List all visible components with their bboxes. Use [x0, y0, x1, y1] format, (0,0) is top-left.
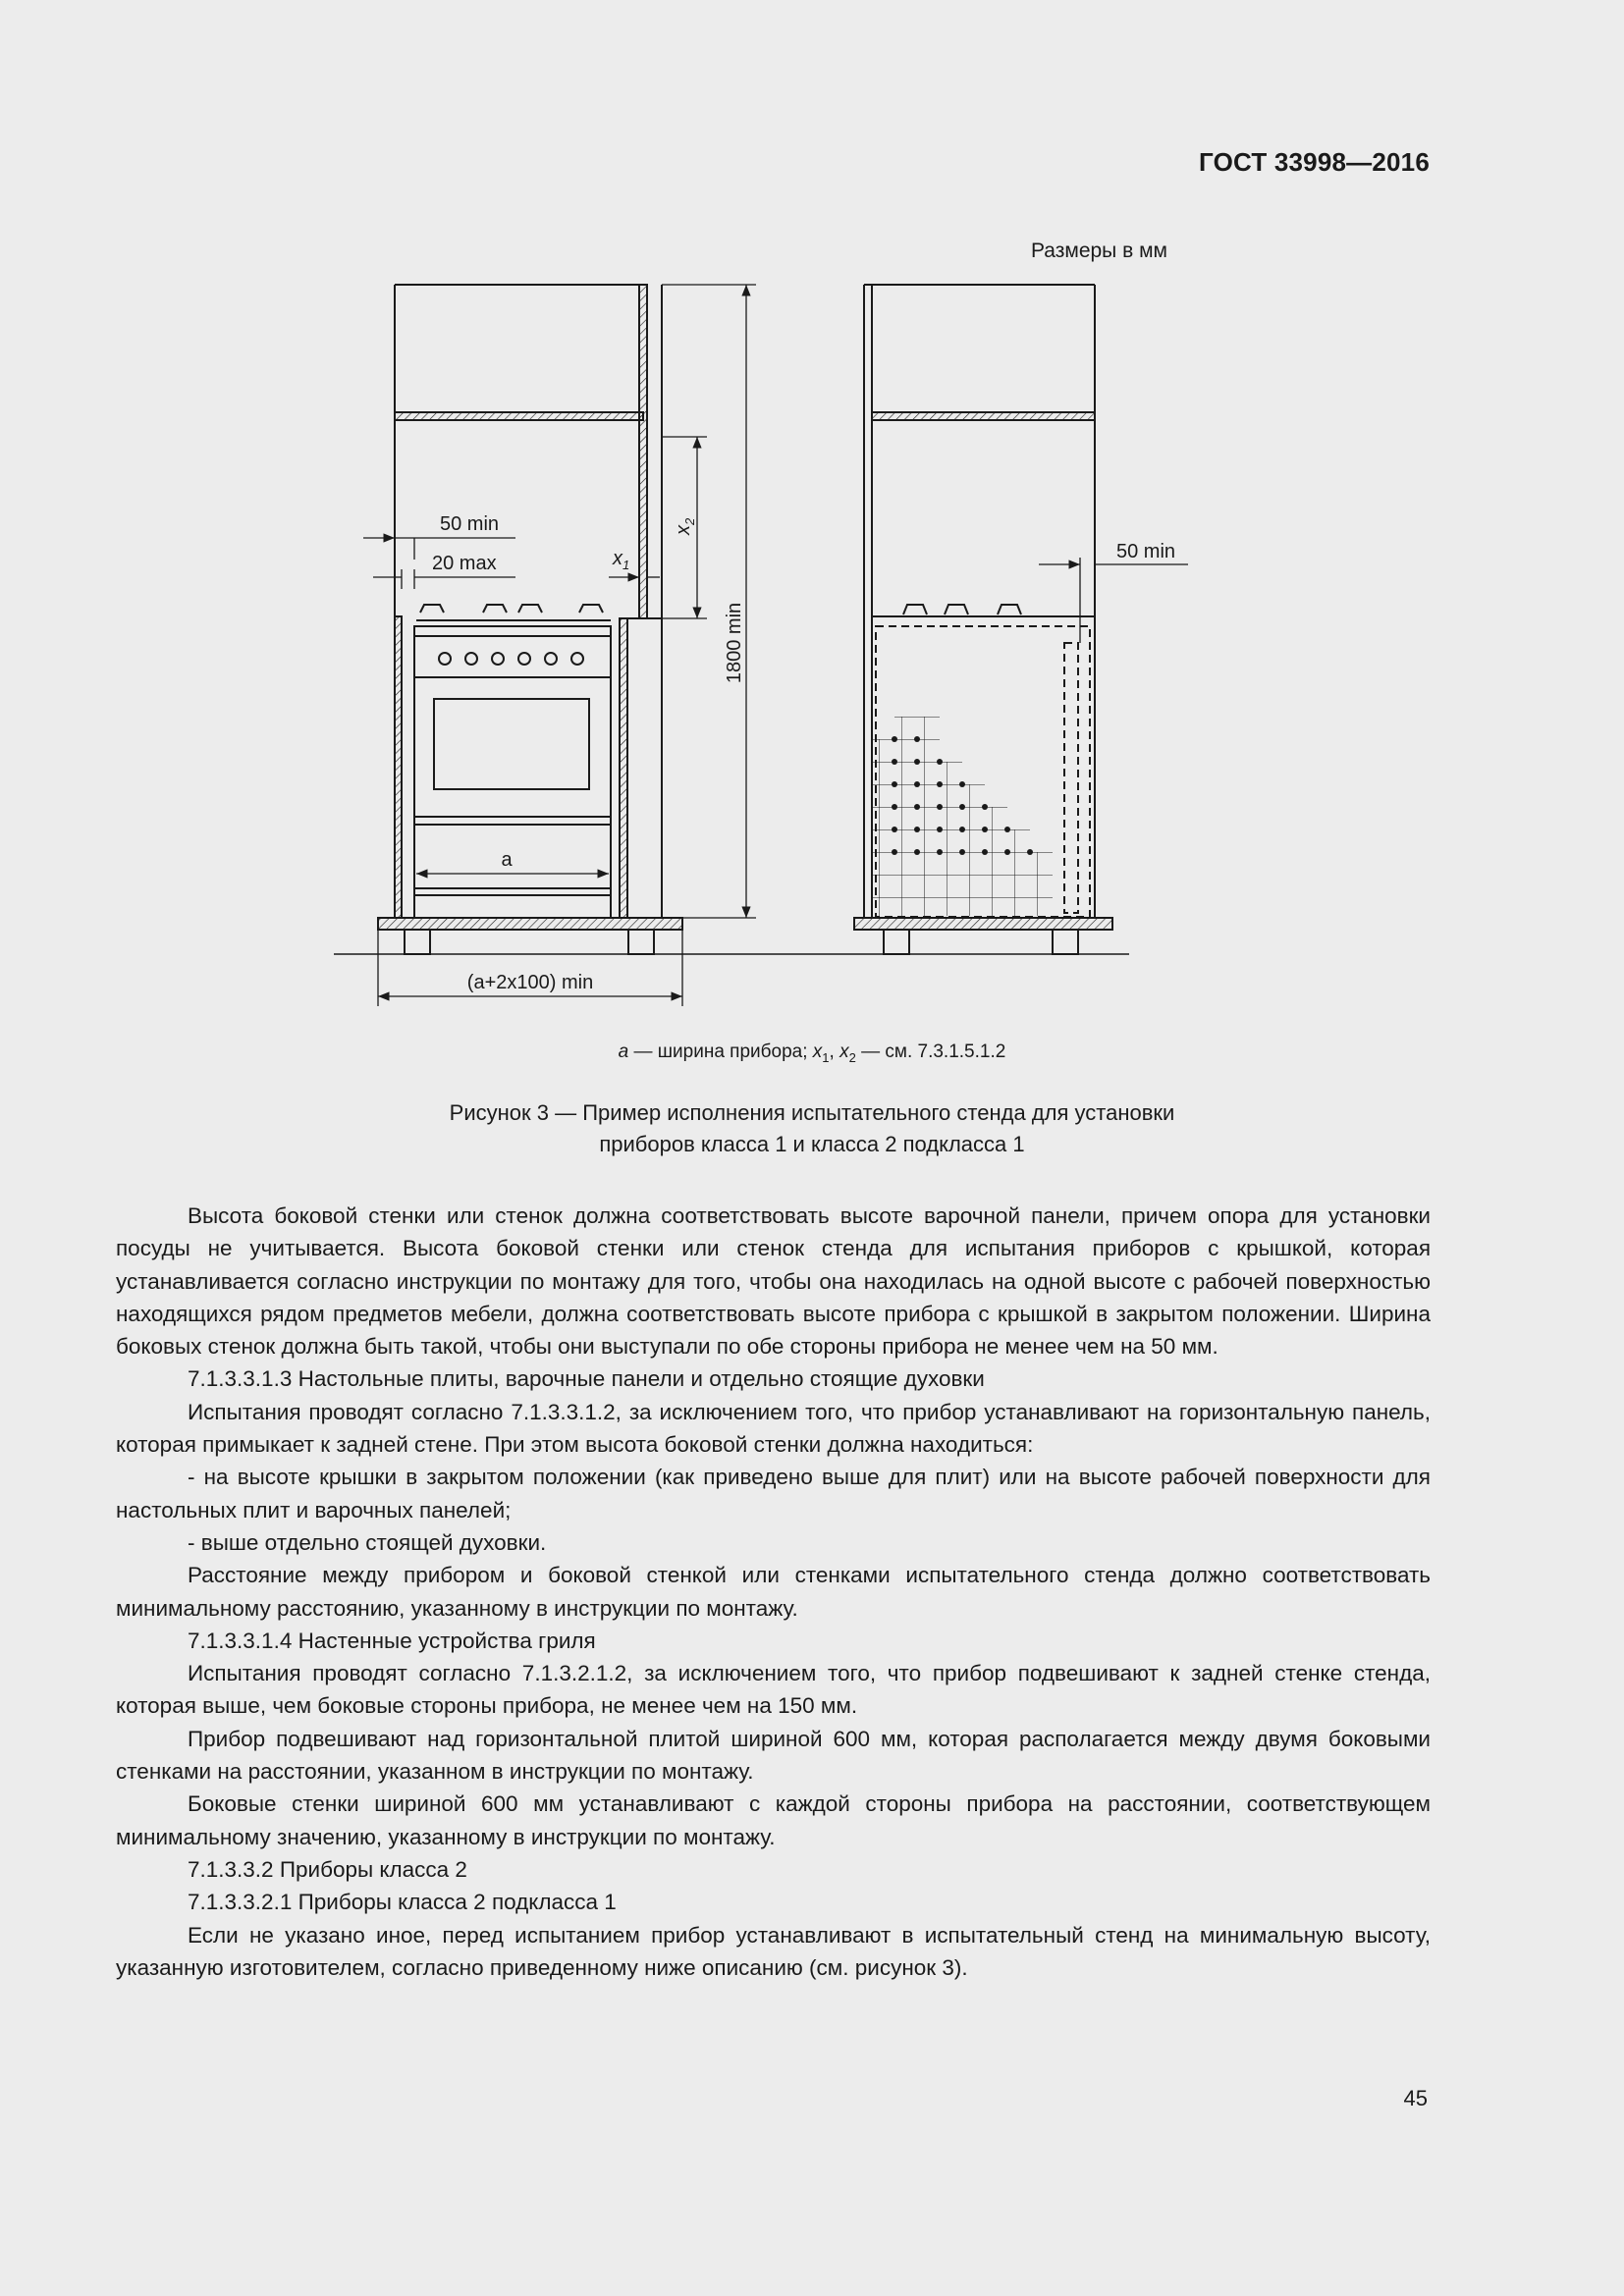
left-stand: [378, 285, 682, 954]
dim-label-20max: 20 max: [432, 553, 497, 574]
paragraph: Прибор подвешивают над горизонтальной плитой шириной 600 мм, которая располагается между двумя боковыми стенками на расстоянии, указанном в инструкции по монтажу.: [116, 1726, 1431, 1785]
section-heading: 7.1.3.3.2 Приборы класса 2: [188, 1856, 467, 1882]
paragraph: Расстояние между прибором и боковой стенкой или стенками испытательного стенда должно соответствовать минимальному расстоянию, указанному в инструкции по монтажу.: [116, 1563, 1431, 1621]
dim-label-x2: $x_2$: [673, 517, 697, 535]
paragraph: Испытания проводят согласно 7.1.3.3.1.2, за исключением того, что прибор устанавливают на горизонтальную панель, которая примыкает к задней стене. При этом высота боковой стенки должна находиться:: [116, 1399, 1431, 1458]
dim-label-total-width: (a+2x100) min: [466, 972, 594, 993]
measurement-grid: [872, 717, 1053, 916]
test-stand-figure: [334, 265, 1176, 1011]
paragraph: Испытания проводят согласно 7.1.3.2.1.2, за исключением того, что прибор подвешивают к задней стенке стенда, которая выше, чем боковые стороны прибора, не менее чем на 150 мм.: [116, 1661, 1431, 1719]
right-stand: [854, 285, 1112, 954]
list-item: - на высоте крышки в закрытом положении (как приведено выше для плит) или на высоте рабочей поверхности для настольных плит и варочных панелей;: [116, 1465, 1431, 1522]
list-item: - выше отдельно стоящей духовки.: [188, 1529, 547, 1555]
paragraph: Высота боковой стенки или стенок должна соответствовать высоте варочной панели, причем опора для установки посуды не учитывается. Высота боковой стенки или стенок стенда для испытания приборов с крышкой, которая устанавливается согласно инструкции по монтажу для того, чтобы она находилась на одной высоте с рабочей поверхностью находящихся рядом предметов мебели, должна соответствовать высоте прибора с крышкой в закрытом положении. Ширина боковых стенок должна быть такой, чтобы они выступали по обе стороны прибора не менее чем на 50 мм.: [116, 1203, 1431, 1360]
dim-label-a: a: [501, 849, 513, 871]
paragraph: Боковые стенки шириной 600 мм устанавливают с каждой стороны прибора на расстоянии, соответствующем минимальному значению, указанному в инструкции по монтажу.: [116, 1791, 1431, 1849]
dim-label-50min-right: 50 min: [1116, 541, 1176, 562]
document-standard-code: ГОСТ 33998—2016: [1199, 147, 1430, 177]
body-text: [116, 1200, 1431, 1984]
section-heading: 7.1.3.3.1.3 Настольные плиты, варочные панели и отдельно стоящие духовки: [188, 1366, 985, 1392]
paragraph: Если не указано иное, перед испытанием прибор устанавливают в испытательный стенд на минимальную высоту, указанную изготовителем, согласно приведенному ниже описанию (см. рисунок 3).: [116, 1922, 1431, 1980]
dim-label-1800min: 1800 min: [724, 602, 745, 684]
dim-label-50min-left: 50 min: [440, 513, 500, 535]
figure-caption: Рисунок 3 — Пример исполнения испытательного стенда для установки приборов класса 1 и класса 2 подкласса 1: [449, 1100, 1175, 1156]
dim-label-x1: $x_1$: [613, 548, 630, 572]
section-heading: 7.1.3.3.2.1 Приборы класса 2 подкласса 1: [188, 1890, 617, 1915]
page-number: 45: [1403, 2086, 1428, 2110]
figure-legend: a — ширина прибора; $x_1$, $x_2$ — см. 7.3.1.5.1.2: [618, 1041, 1006, 1065]
section-heading: 7.1.3.3.1.4 Настенные устройства гриля: [188, 1628, 596, 1653]
figure-units-note: Размеры в мм: [1031, 240, 1167, 262]
